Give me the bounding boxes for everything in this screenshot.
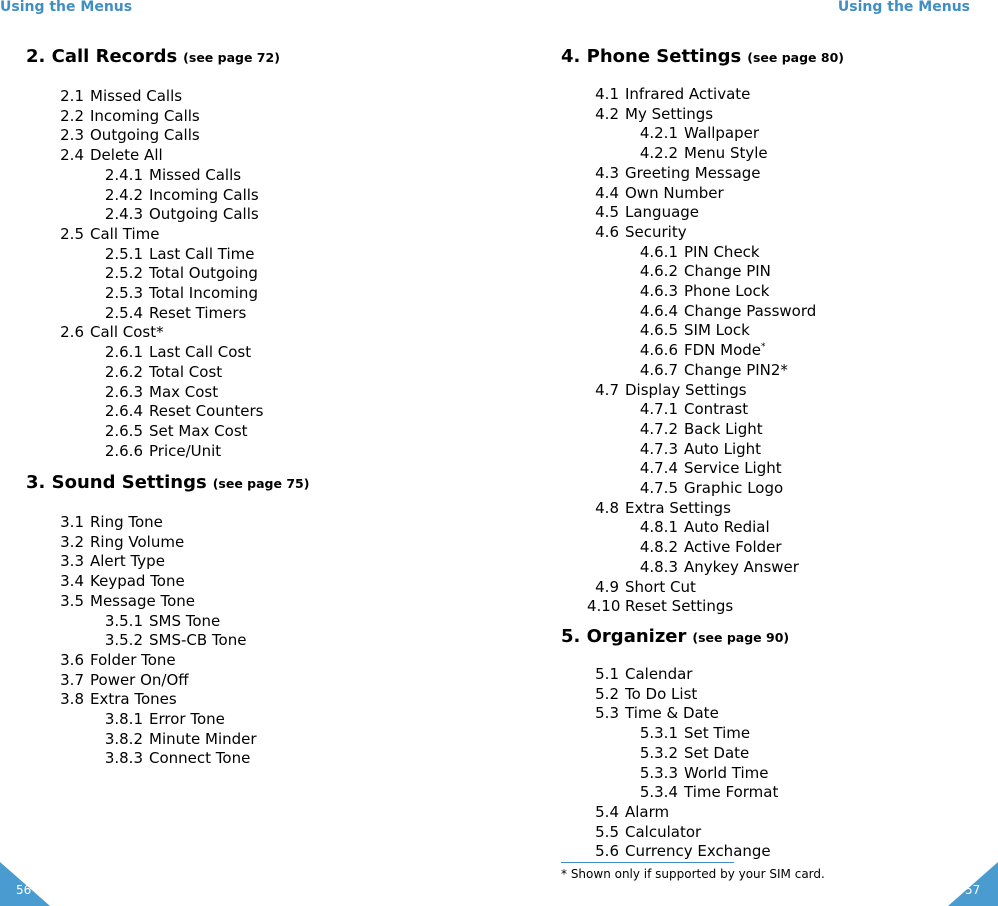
menu-item-number: 2.6 (60, 323, 84, 342)
menu-item-label: Keypad Tone (90, 572, 185, 591)
menu-item-label: Missed Calls (149, 165, 242, 184)
section-title-text: 3. Sound Settings (26, 472, 207, 493)
menu-item (99, 186, 259, 204)
menu-item-label: World Time (684, 763, 769, 782)
menu-item-number: 4.6.7 (639, 360, 678, 379)
section-title (26, 472, 309, 495)
menu-item (634, 420, 763, 438)
menu-item (52, 592, 195, 610)
menu-item-label: Alarm (625, 802, 670, 821)
menu-item-label: Back Light (684, 419, 763, 438)
menu-item-label: Set Date (684, 743, 750, 762)
menu-item-number: 5.3.4 (639, 783, 678, 802)
menu-item (587, 823, 701, 841)
menu-item-number: 3.4 (60, 572, 84, 591)
menu-item (99, 710, 225, 728)
menu-item-label: Set Time (684, 724, 751, 743)
menu-item-number: 4.8.1 (639, 518, 678, 537)
menu-item (52, 651, 176, 669)
menu-item-label: SMS Tone (149, 611, 221, 630)
menu-item-label: Time & Date (625, 704, 719, 723)
running-header-left: Using the Menus (0, 0, 133, 15)
menu-item-number: 2.5.2 (104, 264, 143, 283)
menu-item (52, 126, 200, 144)
menu-item-label: Contrast (684, 400, 749, 419)
menu-item-label: Alert Type (90, 552, 165, 571)
menu-item-number: 2.5.3 (104, 284, 143, 302)
menu-item-label: Last Call Cost (149, 343, 252, 362)
menu-item-label: Message Tone (90, 591, 196, 610)
menu-item-number: 3.8.1 (104, 710, 143, 728)
menu-item (587, 184, 724, 202)
menu-item-label: Price/Unit (149, 441, 222, 460)
menu-item (634, 783, 778, 801)
menu-item-number: 4.6.6 (639, 341, 678, 360)
menu-item-number: 2.5 (60, 224, 84, 243)
menu-item (99, 166, 241, 184)
menu-item-label: Own Number (625, 183, 724, 202)
menu-item-label: Calendar (625, 665, 693, 683)
menu-item-label: Phone Lock (684, 282, 770, 300)
menu-item-number: 5.3.1 (639, 724, 678, 743)
menu-item (587, 665, 692, 683)
menu-item-number: 5.1 (595, 665, 619, 683)
menu-item-label: Auto Light (684, 439, 762, 458)
menu-item-label: Minute Minder (149, 729, 257, 748)
menu-item (587, 842, 771, 860)
menu-item-number: 3.8.2 (104, 729, 143, 748)
section-page-ref: (see page 72) (183, 50, 280, 65)
menu-item-label: SMS-CB Tone (149, 631, 247, 650)
menu-item-label: Service Light (684, 459, 782, 478)
menu-item-number: 4.5 (595, 203, 619, 222)
menu-item-number: 4.7.3 (639, 439, 678, 458)
menu-item-number: 4.2.1 (639, 124, 678, 143)
menu-item-label: Infrared Activate (625, 85, 751, 103)
menu-item (634, 724, 750, 742)
menu-item-label: Calculator (625, 822, 702, 841)
menu-item (587, 685, 697, 703)
menu-item-label: Total Cost (149, 362, 223, 381)
footnote: * Shown only if supported by your SIM card. (561, 867, 825, 881)
menu-item-label: Currency Exchange (625, 842, 771, 861)
menu-item-label: Change Password (684, 301, 817, 320)
menu-item-label: Graphic Logo (684, 479, 784, 497)
menu-item (99, 631, 246, 649)
menu-item-number: 5.6 (595, 842, 619, 861)
menu-item-label: Reset Settings (625, 597, 734, 616)
menu-item-number: 3.8 (60, 690, 84, 709)
menu-item (52, 690, 177, 708)
menu-item (587, 164, 761, 182)
menu-item-label: Extra Tones (90, 690, 177, 709)
menu-item (634, 558, 799, 576)
menu-item (99, 343, 251, 361)
section-page-ref: (see page 90) (692, 630, 790, 645)
menu-item-number: 2.6.4 (104, 402, 143, 421)
menu-item-label: Last Call Time (149, 244, 255, 263)
menu-item-label: Wallpaper (684, 124, 760, 143)
section-title-text: 4. Phone Settings (561, 46, 742, 67)
section-title-text: 2. Call Records (26, 46, 178, 67)
menu-item-number: 2.5.4 (104, 303, 143, 322)
menu-item-number: 2.1 (60, 87, 84, 105)
menu-item-label: Auto Redial (684, 518, 770, 537)
menu-item (52, 323, 164, 341)
page-number-right: 57 (965, 883, 981, 897)
menu-item-number: 2.6.3 (104, 382, 143, 401)
menu-item-label: Active Folder (684, 538, 782, 557)
section-title (26, 46, 280, 69)
page-number-left: 56 (16, 883, 32, 897)
menu-item-number: 4.6.2 (639, 262, 678, 281)
menu-item (52, 225, 159, 243)
section-page-ref: (see page 80) (747, 50, 844, 65)
menu-item-number: 4.7.1 (639, 400, 678, 419)
menu-item (52, 572, 185, 590)
menu-item (634, 764, 768, 782)
menu-item-number: 3.5 (60, 591, 84, 610)
menu-item-number: 5.4 (595, 802, 619, 821)
menu-item (99, 402, 263, 420)
menu-item-number: 4.6.1 (639, 242, 678, 261)
menu-item (99, 205, 259, 223)
menu-item-label: Change PIN2* (684, 360, 788, 379)
menu-item-number: 2.4.1 (104, 165, 143, 184)
menu-item (634, 479, 783, 497)
menu-item-label: Call Cost* (90, 323, 164, 342)
menu-item-number: 2.4.3 (104, 205, 143, 224)
menu-item-label: Change PIN (684, 262, 771, 281)
menu-item-label: Error Tone (149, 710, 225, 728)
menu-item-label: Connect Tone (149, 749, 251, 768)
menu-item-label: To Do List (625, 684, 698, 703)
menu-item (634, 302, 816, 320)
menu-item (99, 245, 255, 263)
menu-item (587, 597, 733, 615)
footnote-marker: * (761, 342, 766, 353)
menu-item-label: Delete All (90, 146, 163, 165)
menu-item (99, 363, 222, 381)
menu-item-label: Folder Tone (90, 650, 176, 669)
menu-item-number: 5.3 (595, 704, 619, 723)
menu-item-label: Outgoing Calls (149, 205, 259, 224)
menu-item (99, 264, 258, 282)
menu-item (634, 400, 748, 418)
menu-item (634, 243, 760, 261)
menu-item-number: 4.8.3 (639, 557, 678, 576)
menu-item-number: 4.2 (595, 104, 619, 123)
menu-item-number: 4.1 (595, 85, 619, 103)
menu-item-number: 2.4 (60, 146, 84, 165)
menu-item (99, 612, 220, 630)
menu-item-number: 5.3.2 (639, 743, 678, 762)
menu-item-label: Total Outgoing (149, 264, 258, 283)
menu-item (99, 304, 246, 322)
menu-item-label: Outgoing Calls (90, 126, 200, 145)
menu-item (634, 518, 770, 536)
section-title (561, 626, 789, 649)
menu-item-number: 3.3 (60, 552, 84, 571)
menu-item-label: Extra Settings (625, 498, 731, 517)
menu-item-label: Security (625, 222, 687, 241)
menu-item (52, 671, 189, 689)
menu-item-number: 3.1 (60, 513, 84, 531)
menu-item-number: 2.5.1 (104, 244, 143, 263)
menu-item (634, 361, 788, 379)
menu-item (52, 107, 200, 125)
menu-item (634, 124, 759, 142)
menu-item-label: Anykey Answer (684, 557, 799, 576)
menu-item (587, 578, 696, 596)
menu-item-label: Ring Volume (90, 532, 185, 551)
menu-item-number: 4.6.5 (639, 321, 678, 340)
menu-item-number: 2.3 (60, 126, 84, 145)
menu-item (634, 459, 782, 477)
menu-item-number: 4.4 (595, 183, 619, 202)
menu-item-label: Missed Calls (90, 87, 183, 105)
menu-item (634, 440, 761, 458)
menu-item-number: 3.5.2 (104, 631, 143, 650)
menu-item-label: FDN Mode (684, 341, 762, 360)
menu-item-number: 5.5 (595, 822, 619, 841)
section-page-ref: (see page 75) (212, 476, 310, 491)
menu-item (587, 105, 713, 123)
menu-item-label: PIN Check (684, 242, 760, 261)
running-header-right: Using the Menus (837, 0, 970, 15)
menu-item (634, 341, 766, 359)
menu-item-number: 2.2 (60, 106, 84, 125)
menu-item-number: 4.7 (595, 380, 619, 399)
menu-item (587, 704, 719, 722)
menu-item-number: 2.4.2 (104, 185, 143, 204)
menu-item-number: 3.2 (60, 532, 84, 551)
menu-item-label: Incoming Calls (90, 106, 200, 125)
menu-item-number: 4.6.4 (639, 301, 678, 320)
menu-item-number: 5.2 (595, 684, 619, 703)
menu-item-number: 2.6.2 (104, 362, 143, 381)
menu-item-number: 4.8.2 (639, 538, 678, 557)
menu-item-label: Set Max Cost (149, 421, 248, 440)
menu-item-label: Power On/Off (90, 670, 189, 689)
menu-item-label: My Settings (625, 104, 714, 123)
menu-item-number: 3.5.1 (104, 611, 143, 630)
menu-item (634, 321, 750, 339)
menu-item (99, 749, 250, 767)
menu-item (52, 552, 165, 570)
menu-item-label: Time Format (684, 783, 779, 802)
menu-item-label: Short Cut (625, 577, 696, 596)
menu-item-number: 2.6.6 (104, 441, 143, 460)
menu-item (634, 538, 782, 556)
menu-item (634, 282, 769, 300)
menu-item (52, 533, 184, 551)
menu-item-number: 4.7.5 (639, 479, 678, 497)
menu-item-label: Display Settings (625, 380, 747, 399)
footnote-divider (561, 862, 734, 863)
menu-item (99, 730, 257, 748)
menu-item-label: Ring Tone (90, 513, 163, 531)
menu-item-number: 4.7.2 (639, 419, 678, 438)
menu-item (99, 422, 248, 440)
menu-item (587, 381, 747, 399)
menu-item-label: SIM Lock (684, 321, 750, 340)
menu-item (634, 144, 768, 162)
menu-item-label: Greeting Message (625, 163, 761, 182)
menu-item (99, 284, 258, 302)
menu-item-label: Language (625, 203, 700, 222)
menu-item-label: Max Cost (149, 382, 219, 401)
menu-item (52, 87, 182, 105)
menu-item-number: 4.9 (595, 577, 619, 596)
menu-item-number: 4.2.2 (639, 144, 678, 163)
menu-item-label: Reset Timers (149, 303, 247, 322)
section-title-text: 5. Organizer (561, 626, 687, 647)
menu-item (587, 499, 731, 517)
menu-item (587, 223, 687, 241)
menu-item (52, 146, 163, 164)
menu-item-number: 3.7 (60, 670, 84, 689)
menu-item (99, 442, 221, 460)
menu-item (587, 803, 669, 821)
menu-item (634, 744, 749, 762)
menu-item (587, 203, 699, 221)
menu-item-number: 4.3 (595, 163, 619, 182)
menu-item-label: Menu Style (684, 144, 768, 163)
menu-item-number: 2.6.5 (104, 421, 143, 440)
menu-item-number: 4.10 (587, 597, 621, 616)
menu-item-number: 4.7.4 (639, 459, 678, 478)
menu-item-number: 5.3.3 (639, 763, 678, 782)
menu-item-number: 4.6.3 (639, 282, 678, 300)
menu-item-number: 2.6.1 (104, 343, 143, 362)
menu-item-number: 4.8 (595, 498, 619, 517)
menu-item (52, 513, 163, 531)
menu-item (634, 262, 771, 280)
menu-item-label: Incoming Calls (149, 185, 259, 204)
menu-item-label: Call Time (90, 224, 160, 243)
menu-item-number: 3.6 (60, 650, 84, 669)
menu-item-label: Total Incoming (149, 284, 258, 302)
menu-item (99, 383, 218, 401)
section-title (561, 46, 844, 69)
menu-item-number: 3.8.3 (104, 749, 143, 768)
menu-item (587, 85, 750, 103)
menu-item-label: Reset Counters (149, 402, 264, 421)
menu-item-number: 4.6 (595, 222, 619, 241)
